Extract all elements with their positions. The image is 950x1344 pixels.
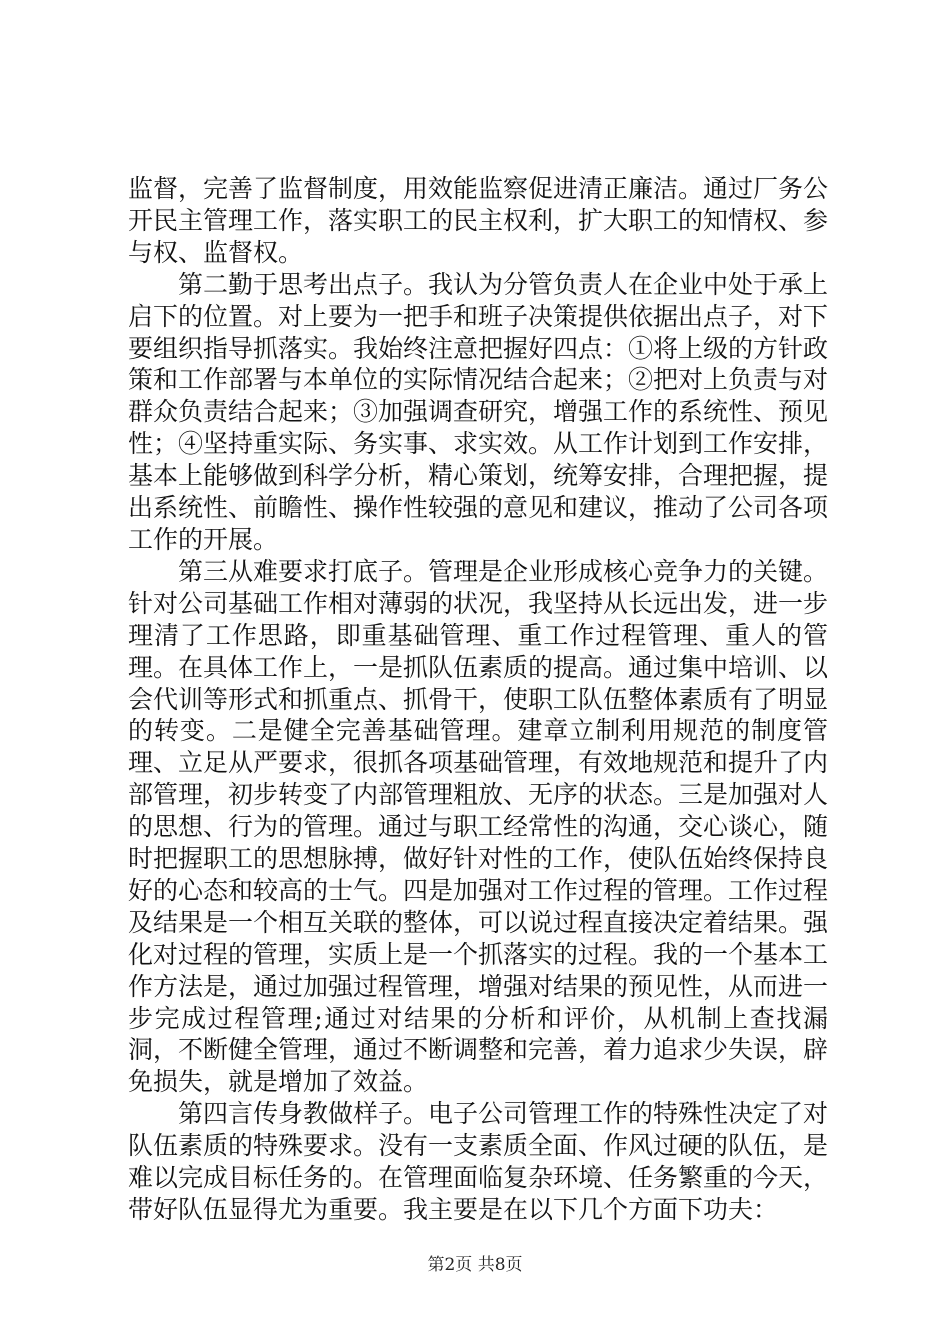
document-body [128,173,828,1226]
paragraph-fourth-point: 第四言传身教做样子。电子公司管理工作的特殊性决定了对队伍素质的特殊要求。没有一支素质全面、作风过硬的队伍，是难以完成目标任务的。在管理面临复杂环境、任务繁重的今天，带好队伍显得尤为重要。我主要是在以下几个方面下功夫： [128,1099,829,1224]
paragraph-second-point: 第二勤于思考出点子。我认为分管负责人在企业中处于承上启下的位置。对上要为一把手和班子决策提供依据出点子，对下要组织指导抓落实。我始终注意把握好四点：①将上级的方针政策和工作部署与本单位的实际情况结合起来；②把对上负责与对群众负责结合起来；③加强调查研究，增强工作的系统性、预见性；④坚持重实际、务实事、求实效。从工作计划到工作安排，基本上能够做到科学分析，精心策划，统筹安排，合理把握，提出系统性、前瞻性、操作性较强的意见和建议，推动了公司各项工作的开展。 [128,269,829,554]
paragraph-third-point: 第三从难要求打底子。管理是企业形成核心竞争力的关键。针对公司基础工作相对薄弱的状况，我坚持从长远出发，进一步理清了工作思路，即重基础管理、重工作过程管理、重人的管理。在具体工作上，一是抓队伍素质的提高。通过集中培训、以会代训等形式和抓重点、抓骨干，使职工队伍整体素质有了明显的转变。二是健全完善基础管理。建章立制利用规范的制度管理、立足从严要求，很抓各项基础管理，有效地规范和提升了内部管理，初步转变了内部管理粗放、无序的状态。三是加强对人的思想、行为的管理。通过与职工经常性的沟通，交心谈心，随时把握职工的思想脉搏，做好针对性的工作，使队伍始终保持良好的心态和较高的士气。四是加强对工作过程的管理。工作过程及结果是一个相互关联的整体，可以说过程直接决定着结果。强化对过程的管理，实质上是一个抓落实的过程。我的一个基本工作方法是，通过加强过程管理，增强对结果的预见性，从而进一步完成过程管理;通过对结果的分析和评价，从机制上查找漏洞，不断健全管理，通过不断调整和完善，着力追求少失误，辟免损失，就是增加了效益。 [128,556,829,1097]
paragraph-continued: 监督，完善了监督制度，用效能监察促进清正廉洁。通过厂务公开民主管理工作，落实职工的民主权利，扩大职工的知情权、参与权、监督权。 [128,174,829,267]
page-number-footer: 第2页 共8页 [427,1255,523,1275]
